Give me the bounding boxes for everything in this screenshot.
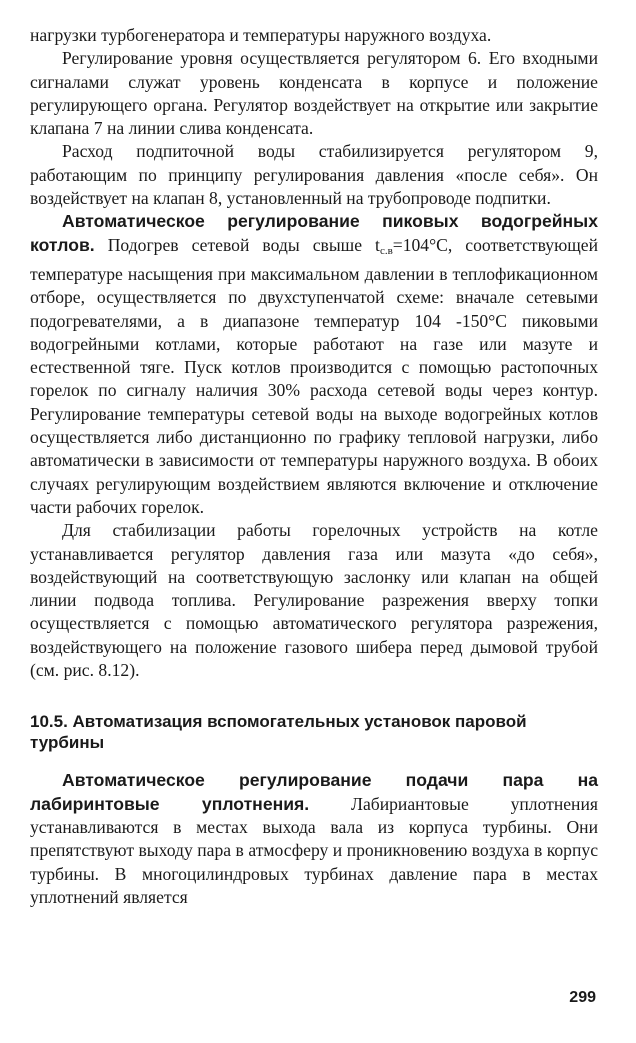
paragraph-peak-boilers (30, 210, 598, 519)
paragraph-labyrinth-seals (30, 769, 598, 909)
paragraph-burner-stabilization: Для стабилизации работы горелочных устройств на котле устанавливается регулятор давления газа или мазута «до себя», воздействующий на соответствующую заслонку или клапан на общей линии подвода топлива. Регулирование разрежения вверху топки осуществляется с помощью автоматического регулятора разрежения, воздействующего на положение газового шибера перед дымовой трубой (см. рис. 8.12). (30, 520, 598, 681)
paragraph-makeup-water: Расход подпиточной воды стабилизируется регулятором 9, работающим по принципу регулирования давления «после себя». Он воздействует на клапан 8, установленный на трубопроводе подпитки. (30, 141, 598, 209)
page-body (30, 24, 598, 909)
paragraph-lead-labyrinth-seals: Автоматическое регулирование подачи пара на лабиринтовые уплотнения. (30, 770, 598, 814)
section-heading: 10.5. Автоматизация вспомогательных установок паровой турбины (30, 712, 527, 753)
page-number: 299 (569, 989, 596, 1006)
paragraph-level-regulation: Регулирование уровня осуществляется регулятором 6. Его входными сигналами служат уровень конденсата в корпусе и положение регулирующего органа. Регулятор воздействует на открытие или закрытие клапана 7 на линии слива конденсата. (30, 48, 598, 139)
paragraph-continuation: нагрузки турбогенератора и температуры наружного воздуха. (30, 25, 492, 45)
paragraph-lead-peak-boilers: Автоматическое регулирование пиковых водогрейных котлов. (30, 211, 598, 255)
paragraph-text: Подогрев сетевой воды свыше t (94, 234, 380, 255)
paragraph-text: Лабириантовые уплотнения устанавливаются в местах выхода вала из корпуса турбины. Они препятствуют выходу пара в атмосферу и проникновению воздуха в корпус турбины. В многоцилиндровых турбинах давление пара в местах уплотнений является (30, 793, 598, 907)
paragraph-text: =104°С, соответствующей температуре насыщения при максимальном давлении в теплофикационном отборе, осуществляется по двухступенчатой схеме: вначале сетевыми подогревателями, а в диапазоне температур 104 -150°С пиковыми водогрейными котлами, которые работают на газе или мазуте и естественной тяге. Пуск котлов производится с помощью растопочных горелок по сигналу наличия 30% расхода сетевой воды через контур. Регулирование температуры сетевой воды на выходе водогрейных котлов осуществляется либо дистанционно по графику тепловой нагрузки, либо автоматически в зависимости от температуры наружного воздуха. В обоих случаях регулирующим воздействием являются включение и отключение части рабочих горелок. (30, 234, 599, 517)
temperature-subscript: с.в (379, 244, 393, 257)
